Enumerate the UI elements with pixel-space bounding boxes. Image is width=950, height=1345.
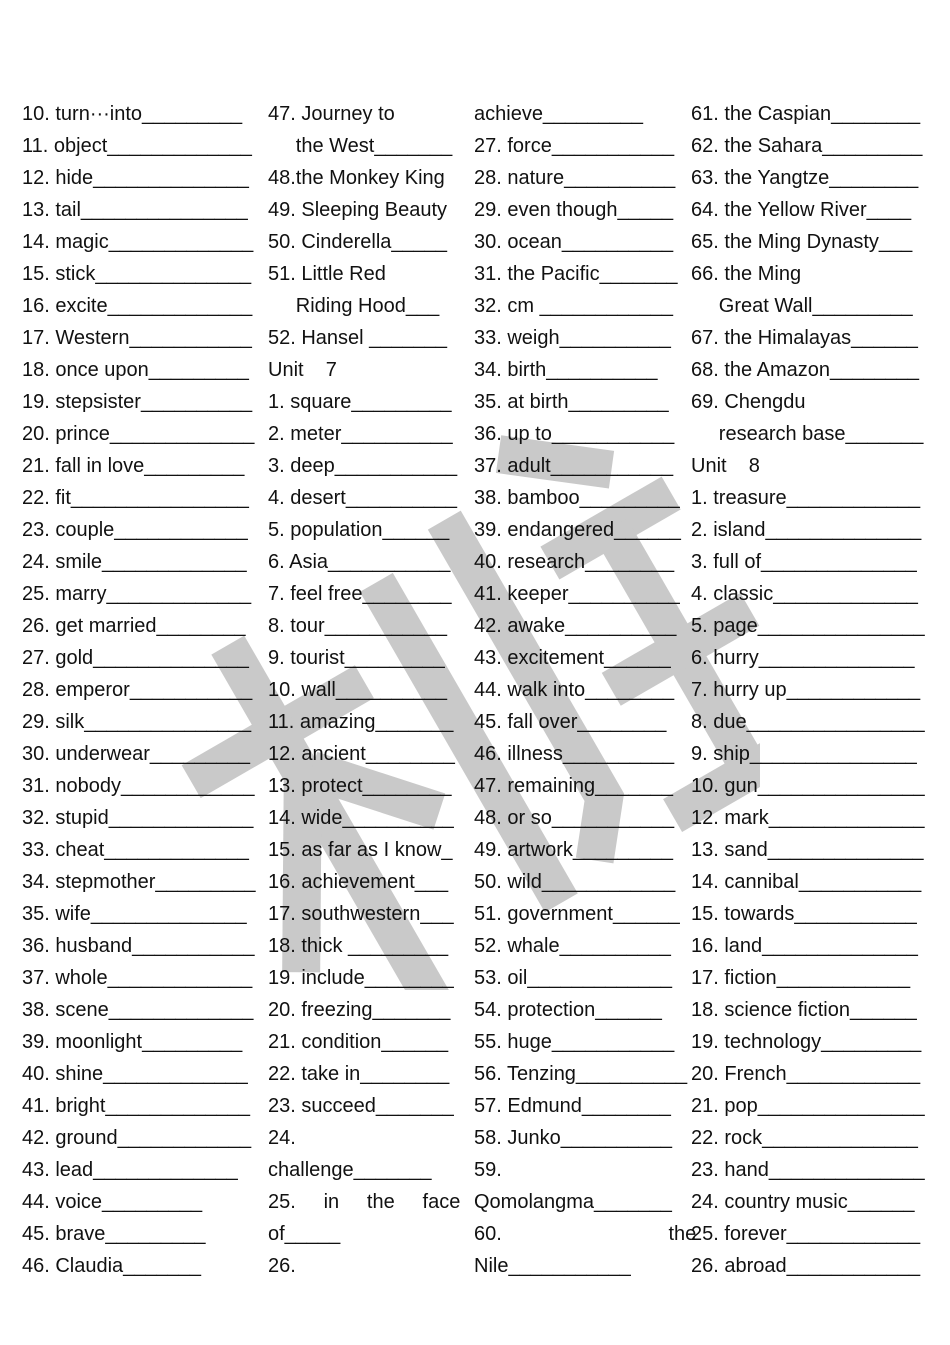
vocab-line: 23. couple____________	[22, 519, 248, 541]
vocab-line: 60. the	[474, 1223, 697, 1245]
vocab-line: 11. amazing_______	[268, 711, 454, 733]
vocab-line: 44. walk into________	[474, 679, 675, 701]
vocab-line: 4. classic_____________	[691, 583, 918, 605]
vocab-line: 16. achievement___	[268, 871, 449, 893]
vocab-line: 51. government______	[474, 903, 680, 925]
vocab-line: research base_______	[691, 423, 924, 445]
vocab-line: 19. stepsister__________	[22, 391, 253, 413]
vocab-line: 65. the Ming Dynasty___	[691, 231, 913, 253]
vocab-line: 40. research________	[474, 551, 675, 573]
vocab-line: 32. stupid_____________	[22, 807, 254, 829]
vocab-line: Nile___________	[474, 1255, 631, 1277]
vocab-line: 46. Claudia_______	[22, 1255, 202, 1277]
vocab-line: 24.	[268, 1127, 296, 1149]
vocab-line: 13. sand______________	[691, 839, 924, 861]
vocab-line: 13. protect________	[268, 775, 452, 797]
vocab-line: 54. protection______	[474, 999, 662, 1021]
vocab-line: 15. towards___________	[691, 903, 917, 925]
vocab-line: 52. whale__________	[474, 935, 671, 957]
vocab-line: 12. mark______________	[691, 807, 925, 829]
vocab-line: 24. smile_____________	[22, 551, 247, 573]
vocab-line: 29. silk_______________	[22, 711, 252, 733]
vocab-line: 7. feel free________	[268, 583, 452, 605]
vocab-line: 24. country music______	[691, 1191, 915, 1213]
vocab-line: 68. the Amazon________	[691, 359, 919, 381]
vocab-line: 30. underwear_________	[22, 743, 250, 765]
vocab-line: 50. wild____________	[474, 871, 676, 893]
vocab-line: 3. full of______________	[691, 551, 917, 573]
vocab-line: 14. magic_____________	[22, 231, 254, 253]
vocab-line: 9. tourist_________	[268, 647, 445, 669]
vocab-line: 42. ground____________	[22, 1127, 252, 1149]
vocab-line: 23. hand______________	[691, 1159, 925, 1181]
vocab-line: 37. adult___________	[474, 455, 674, 477]
vocab-line: 26.	[268, 1255, 296, 1277]
vocab-line: 23. succeed_______	[268, 1095, 454, 1117]
vocab-line: 41. keeper__________	[474, 583, 680, 605]
vocab-line: 5. page_______________	[691, 615, 925, 637]
vocab-line: Great Wall_________	[691, 295, 913, 317]
vocab-line: 6. Asia___________	[268, 551, 451, 573]
vocab-line: 49. artwork_________	[474, 839, 674, 861]
vocab-line: 38. bamboo_________	[474, 487, 680, 509]
vocab-line: Riding Hood___	[268, 295, 440, 317]
vocab-line: 18. once upon_________	[22, 359, 249, 381]
vocab-line: 20. freezing_______	[268, 999, 451, 1021]
vocab-line: 5. population______	[268, 519, 450, 541]
vocab-line: 35. wife______________	[22, 903, 247, 925]
vocab-line: 27. gold______________	[22, 647, 249, 669]
vocab-line: Qomolangma_______	[474, 1191, 672, 1213]
vocab-line: 36. husband___________	[22, 935, 255, 957]
vocab-line: 17. southwestern___	[268, 903, 454, 925]
vocab-line: 10. gun_______________	[691, 775, 925, 797]
vocab-line: 58. Junko__________	[474, 1127, 672, 1149]
vocab-line: 35. at birth_________	[474, 391, 669, 413]
vocab-line: 10. turn···into_________	[22, 103, 243, 125]
vocab-line: 10. wall__________	[268, 679, 448, 701]
vocab-line: 20. prince_____________	[22, 423, 255, 445]
vocab-line: Unit 8	[691, 455, 760, 477]
vocab-line: 52. Hansel _______	[268, 327, 448, 349]
vocab-line: 39. endangered______	[474, 519, 681, 541]
word-column-1	[22, 98, 256, 1282]
vocab-line: 8. tour___________	[268, 615, 448, 637]
vocab-line: 22. rock______________	[691, 1127, 918, 1149]
vocab-line: 17. Western___________	[22, 327, 252, 349]
vocab-line: 16. land______________	[691, 935, 918, 957]
vocab-line: 48.the Monkey King	[268, 167, 445, 189]
vocab-line: 69. Chengdu	[691, 391, 806, 413]
vocab-line: 49. Sleeping Beauty	[268, 199, 448, 221]
vocab-line: 50. Cinderella_____	[268, 231, 448, 253]
vocab-line: 22. take in________	[268, 1063, 450, 1085]
vocab-line: 56. Tenzing__________	[474, 1063, 688, 1085]
vocab-line: 31. the Pacific_______	[474, 263, 678, 285]
vocab-line: 9. ship_______________	[691, 743, 917, 765]
vocab-line: 36. up to___________	[474, 423, 675, 445]
word-column-3	[474, 98, 696, 1282]
vocab-line: 1. square_________	[268, 391, 452, 413]
vocab-line: 18. thick _________	[268, 935, 449, 957]
vocab-line: 33. weigh__________	[474, 327, 671, 349]
vocab-line: 47. Journey to	[268, 103, 395, 125]
vocab-line: achieve_________	[474, 103, 644, 125]
vocab-line: 15. as far as I know_	[268, 839, 453, 861]
vocab-line: 44. voice_________	[22, 1191, 203, 1213]
vocab-line: 39. moonlight_________	[22, 1031, 243, 1053]
vocab-line: 61. the Caspian________	[691, 103, 921, 125]
vocab-line: 64. the Yellow River____	[691, 199, 912, 221]
vocab-line: 15. stick______________	[22, 263, 252, 285]
vocab-line: 57. Edmund________	[474, 1095, 671, 1117]
vocab-line: 45. fall over________	[474, 711, 667, 733]
vocab-line: 7. hurry up____________	[691, 679, 921, 701]
vocab-line: 21. fall in love_________	[22, 455, 245, 477]
vocab-line: 18. science fiction______	[691, 999, 917, 1021]
vocab-line: 22. fit________________	[22, 487, 249, 509]
vocab-line: 28. emperor___________	[22, 679, 253, 701]
vocab-line: the West_______	[268, 135, 453, 157]
vocab-line: Unit 7	[268, 359, 337, 381]
vocab-line: 66. the Ming	[691, 263, 802, 285]
vocab-line: 33. cheat_____________	[22, 839, 249, 861]
vocab-line: 51. Little Red	[268, 263, 386, 285]
vocab-line: 8. due________________	[691, 711, 925, 733]
vocab-line: 16. excite_____________	[22, 295, 253, 317]
vocab-line: 26. abroad____________	[691, 1255, 921, 1277]
vocab-line: 13. tail_______________	[22, 199, 248, 221]
vocab-line: 2. island______________	[691, 519, 922, 541]
vocab-line: 46. illness__________	[474, 743, 675, 765]
vocab-line: 55. huge___________	[474, 1031, 675, 1053]
word-column-4	[691, 98, 925, 1282]
vocab-line: 6. hurry______________	[691, 647, 915, 669]
vocab-line: challenge_______	[268, 1159, 432, 1181]
vocab-line: 1. treasure____________	[691, 487, 921, 509]
vocab-line: 62. the Sahara_________	[691, 135, 923, 157]
vocab-line: 41. bright_____________	[22, 1095, 250, 1117]
vocab-line: 25. forever____________	[691, 1223, 921, 1245]
vocab-line: 30. ocean__________	[474, 231, 674, 253]
vocab-line: 3. deep___________	[268, 455, 458, 477]
vocab-line: 12. hide______________	[22, 167, 249, 189]
vocab-line: 38. scene_____________	[22, 999, 254, 1021]
vocab-line: 19. include________	[268, 967, 454, 989]
vocab-line: 19. technology_________	[691, 1031, 922, 1053]
vocab-line: 21. pop_______________	[691, 1095, 925, 1117]
vocab-line: 14. wide__________	[268, 807, 454, 829]
vocab-line: 31. nobody____________	[22, 775, 255, 797]
vocab-line: 67. the Himalayas______	[691, 327, 918, 349]
vocab-line: 45. brave_________	[22, 1223, 206, 1245]
vocab-line: 34. birth__________	[474, 359, 658, 381]
vocab-line: 53. oil_____________	[474, 967, 672, 989]
vocab-line: 2. meter__________	[268, 423, 453, 445]
vocab-line: 27. force___________	[474, 135, 675, 157]
vocab-line: 25. marry_____________	[22, 583, 252, 605]
vocab-line: 21. condition______	[268, 1031, 449, 1053]
vocab-line: 43. excitement______	[474, 647, 671, 669]
vocab-line: 42. awake__________	[474, 615, 677, 637]
vocab-line: 4. desert__________	[268, 487, 458, 509]
vocab-line: 25. in the face	[268, 1191, 461, 1213]
vocab-line: 17. fiction____________	[691, 967, 911, 989]
vocab-line: of_____	[268, 1223, 341, 1245]
vocab-line: 63. the Yangtze________	[691, 167, 919, 189]
word-column-2	[268, 98, 460, 1282]
vocab-line: 29. even though_____	[474, 199, 674, 221]
vocab-line: 47. remaining_______	[474, 775, 674, 797]
vocab-line: 34. stepmother_________	[22, 871, 256, 893]
vocab-line: 32. cm ____________	[474, 295, 674, 317]
vocab-line: 59.	[474, 1159, 502, 1181]
vocab-line: 14. cannibal___________	[691, 871, 922, 893]
vocab-line: 40. shine_____________	[22, 1063, 248, 1085]
vocab-line: 11. object_____________	[22, 135, 252, 157]
vocab-line: 37. whole_____________	[22, 967, 253, 989]
vocab-line: 12. ancient________	[268, 743, 455, 765]
vocab-line: 20. French____________	[691, 1063, 921, 1085]
vocab-line: 26. get married________	[22, 615, 246, 637]
vocab-line: 48. or so___________	[474, 807, 675, 829]
vocab-line: 43. lead_____________	[22, 1159, 238, 1181]
vocab-line: 28. nature__________	[474, 167, 676, 189]
